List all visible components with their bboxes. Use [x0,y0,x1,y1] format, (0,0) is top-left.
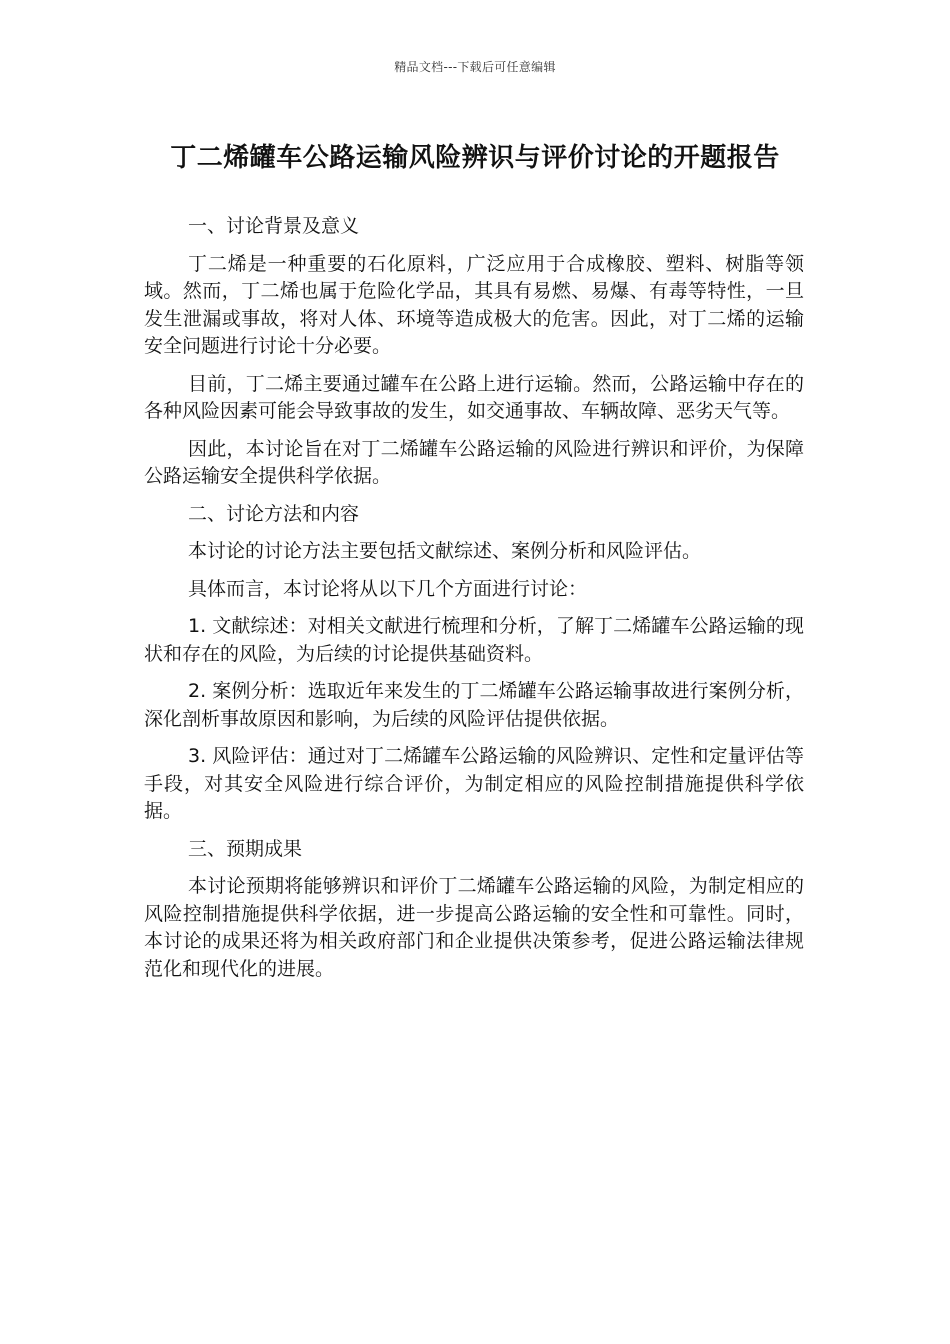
page-header: 精品文档---下载后可任意编辑 [394,60,556,74]
paragraph: 丁二烯是一种重要的石化原料，广泛应用于合成橡胶、塑料、树脂等领域。然而，丁二烯也属于危险化学品，其具有易燃、易爆、有毒等特性，一旦发生泄漏或事故，将对人体、环境等造成极大的危害。因此，对丁二烯的运输安全问题进行讨论十分必要。 [144,252,804,357]
paragraph: 本讨论预期将能够辨识和评价丁二烯罐车公路运输的风险，为制定相应的风险控制措施提供科学依据，进一步提高公路运输的安全性和可靠性。同时，本讨论的成果还将为相关政府部门和企业提供决策参考，促进公路运输法律规范化和现代化的进展。 [144,875,804,980]
document-body [144,213,804,993]
paragraph: 目前，丁二烯主要通过罐车在公路上进行运输。然而，公路运输中存在的各种风险因素可能会导致事故的发生，如交通事故、车辆故障、恶劣天气等。 [144,372,804,422]
list-item-case-analysis: 2. 案例分析：选取近年来发生的丁二烯罐车公路运输事故进行案例分析，深化剖析事故原因和影响，为后续的风险评估提供依据。 [144,680,804,730]
list-item-literature-review: 1. 文献综述：对相关文献进行梳理和分析，了解丁二烯罐车公路运输的现状和存在的风险，为后续的讨论提供基础资料。 [144,615,804,665]
section-heading-methods: 二、讨论方法和内容 [188,502,360,525]
paragraph: 本讨论的讨论方法主要包括文献综述、案例分析和风险评估。 [188,540,702,562]
paragraph: 具体而言，本讨论将从以下几个方面进行讨论： [188,577,588,600]
list-item-risk-assessment: 3. 风险评估：通过对丁二烯罐车公路运输的风险辨识、定性和定量评估等手段，对其安全风险进行综合评价，为制定相应的风险控制措施提供科学依据。 [144,745,804,822]
document-title: 丁二烯罐车公路运输风险辨识与评价讨论的开题报告 [170,143,780,173]
section-heading-outcomes: 三、预期成果 [188,837,303,860]
paragraph: 因此，本讨论旨在对丁二烯罐车公路运输的风险进行辨识和评价，为保障公路运输安全提供科学依据。 [144,437,804,487]
section-heading-background: 一、讨论背景及意义 [188,215,360,237]
